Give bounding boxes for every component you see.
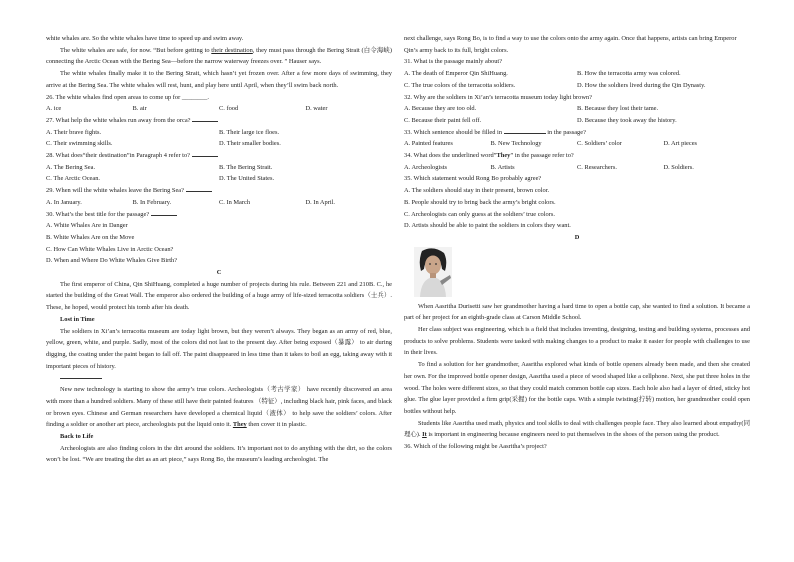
answer-blank[interactable] bbox=[504, 127, 546, 134]
left-column bbox=[46, 33, 392, 466]
question-28: 28. What does“their destination”in Paragraph 4 refer to? bbox=[46, 150, 392, 162]
options-26 bbox=[46, 103, 392, 115]
question-31: 31. What is the passage mainly about? bbox=[404, 58, 503, 66]
option[interactable]: A. Because they are too old. bbox=[404, 105, 477, 113]
option[interactable]: B. People should try to bring back the army’s bright colors. bbox=[404, 198, 556, 206]
options-27 bbox=[46, 138, 392, 150]
option[interactable]: B. Artists bbox=[490, 163, 515, 171]
option[interactable]: A. Painted features bbox=[404, 140, 453, 148]
underlined-word: They bbox=[232, 421, 247, 429]
options-28 bbox=[46, 173, 392, 185]
option[interactable]: C. Archeologists can only guess at the soldiers’ true colors. bbox=[404, 210, 555, 218]
option[interactable]: C. Soldiers’ color bbox=[577, 140, 622, 148]
option[interactable]: C. The Arctic Ocean. bbox=[46, 175, 101, 183]
option[interactable]: B. White Whales Are on the Move bbox=[46, 233, 135, 241]
answer-blank[interactable] bbox=[186, 185, 212, 192]
section-heading-d: D bbox=[574, 233, 580, 241]
option[interactable]: C. In March bbox=[219, 198, 251, 206]
options-32 bbox=[404, 115, 750, 127]
option[interactable]: A. The death of Emperor Qin ShiHuang. bbox=[404, 70, 508, 78]
option[interactable]: D. In April. bbox=[305, 198, 335, 206]
option[interactable]: D. The United States. bbox=[219, 175, 275, 183]
option[interactable]: B. How the terracotta army was colored. bbox=[577, 70, 681, 78]
question-34: 34. What does the underlined word”They” in the passage refer to? bbox=[404, 152, 574, 160]
question-26: 26. The white whales find open areas to come up for ________. bbox=[46, 93, 209, 101]
option[interactable]: B. Their large ice floes. bbox=[219, 128, 280, 136]
options-34 bbox=[404, 162, 750, 174]
options-28 bbox=[46, 162, 392, 174]
answer-blank[interactable] bbox=[151, 209, 177, 216]
question-30: 30. What’s the best title for the passage? bbox=[46, 209, 392, 221]
student-photo bbox=[414, 247, 452, 297]
option[interactable]: D. Art pieces bbox=[663, 140, 698, 148]
option[interactable]: D. Artists should be able to paint the soldiers in colors they want. bbox=[404, 222, 571, 230]
option[interactable]: A. The Bering Sea. bbox=[46, 163, 96, 171]
paragraph: New new technology is starting to show the army’s true colors. Archeologists（考古学家） have recently discovered an area with more than a hundred soldiers. Many of these still have their painted features （特征）, including black hair, pink faces, and black or brown eyes. Chinese and German researchers have developed a chemical liquid（液体） to help save the soldiers’ colors. After finding a soldier or another art piece, archeologists put the liquid onto it. They then cover it in plastic. bbox=[46, 386, 392, 429]
option[interactable]: C. Their swimming skills. bbox=[46, 140, 113, 148]
option[interactable]: C. Researchers. bbox=[577, 163, 617, 171]
option[interactable]: A. Archeologists bbox=[404, 163, 447, 171]
paragraph: The white whales finally make it to the Bering Strait, which hasn’t yet frozen over. After a few more days of swimming, they arrive at the Bering Sea. The white whales will rest, hunt, and play here until April, when they’ll swim back north. bbox=[46, 70, 392, 89]
option[interactable]: B. In February. bbox=[132, 198, 172, 206]
paragraph: Her class subject was engineering, which is a field that includes inventing, designing, testing and building systems, processes and products to solve problems. Students were tasked with making changes to a product to make it easier for people with challenges to use in their lives. bbox=[404, 326, 750, 357]
question-27: 27. What help the white whales run away from the orca? bbox=[46, 115, 392, 127]
right-column bbox=[404, 33, 750, 453]
option[interactable]: D. When and Where Do White Whales Give Birth? bbox=[46, 257, 178, 265]
option[interactable]: D. water bbox=[305, 105, 328, 113]
option[interactable]: C. Because their paint fell off. bbox=[404, 116, 482, 124]
options-29 bbox=[46, 197, 392, 209]
paragraph: Archeologists are also finding colors in the dirt around the soldiers. It’s important not to do anything with the dirt, so the colors won’t be lost. “We are treating the dirt as an art piece,” says Rong Bo, the museum’s leading archeologist. The bbox=[46, 444, 392, 464]
answer-blank[interactable] bbox=[192, 150, 218, 157]
option[interactable]: B. The Bering Strait. bbox=[219, 163, 273, 171]
paragraph: The white whales are safe, for now. “But before getting to their destination, they must pass through the Bering Strait (白令海峡) connecting the Arctic Ocean with the Bering Sea—before the narrow waterway freezes over. ” Hauser says. bbox=[46, 46, 392, 66]
option[interactable]: C. How Can White Whales Live in Arctic Ocean? bbox=[46, 245, 174, 253]
option[interactable]: A. White Whales Are in Danger bbox=[46, 222, 128, 230]
paragraph: Students like Aasritha used math, physics and tool skills to deal with challenges people face. They also learned about empathy(同理心). It is important in engineering because engineers need to put themselves in the shoes of the person using the product. bbox=[404, 419, 750, 439]
option[interactable]: A. ice bbox=[46, 105, 62, 113]
underlined-phrase: their destination bbox=[211, 46, 253, 54]
option[interactable]: B. air bbox=[132, 105, 147, 113]
answer-blank-line[interactable] bbox=[46, 372, 392, 384]
options-33 bbox=[404, 138, 750, 150]
paragraph: next challenge, says Rong Bo, is to find a way to use the colors onto the army again. Once that happens, artists can bring Emperor Qin’s army back to its full, bright colors. bbox=[404, 35, 737, 54]
option[interactable]: A. The soldiers should stay in their present, brown color. bbox=[404, 187, 550, 195]
paragraph: The first emperor of China, Qin ShiHuang, completed a huge number of projects during his rule. Between 221 and 210B. C., he started the building of the Great Wall. The emperor also ordered the building of a huge army of life-sized terracotta soldiers（士兵）. These, he hoped, would protect his tomb after his death. bbox=[46, 280, 392, 312]
answer-blank[interactable] bbox=[192, 115, 218, 122]
option[interactable]: A. Their brave fights. bbox=[46, 128, 102, 136]
paragraph: To find a solution for her grandmother, Aasritha explored what kinds of bottle openers already been made, and then she created her own. For the improved bottle opener design, Aasritha used a piece of wood shaped like a cellphone. Next, she put three holes in the wood. The holes were different sizes, so that they could match common bottle cap sizes. Each hole also had a layer of dried, sticky hot glue. The glue layer provided a firm grip(采握) for the bottle caps. With a simple twisting(拧转) motion, her grandmother could open bottles without help. bbox=[404, 361, 750, 415]
text-line: white whales are. So the white whales have time to speed up and swim away. bbox=[46, 35, 244, 42]
option[interactable]: C. The true colors of the terracotta soldiers. bbox=[404, 81, 516, 89]
option[interactable]: B. New Technology bbox=[490, 140, 542, 148]
underlined-word: It bbox=[422, 431, 427, 439]
option[interactable]: D. Soldiers. bbox=[663, 163, 694, 171]
option[interactable]: C. food bbox=[219, 105, 239, 113]
paragraph: The soldiers in Xi’an’s terracotta museum are today light brown, but they weren’t always. They began as an army of red, blue, yellow, green, white, and purple. Sadly, most of the colors did not last to the present day. After being exposed（暴露） to air during digging, the coating under the paint began to fall off. The paint disappeared in less time than it takes to boil an egg, taking away with it important pieces of history. bbox=[46, 327, 392, 370]
options-27 bbox=[46, 127, 392, 139]
question-29: 29. When will the white whales leave the Bering Sea? bbox=[46, 185, 392, 197]
subheading: Lost in Time bbox=[60, 315, 95, 323]
option[interactable]: D. Because they took away the history. bbox=[577, 116, 677, 124]
section-heading-c: C bbox=[216, 269, 222, 277]
options-31 bbox=[404, 80, 750, 92]
question-32: 32. Why are the soldiers in Xi’an’s terracotta museum today light brown? bbox=[404, 93, 593, 101]
option[interactable]: D. Their smaller bodies. bbox=[219, 140, 281, 148]
subheading: Back to Life bbox=[60, 432, 94, 440]
options-32 bbox=[404, 103, 750, 115]
paragraph: When Aasritha Durisetti saw her grandmother having a hard time to open a bottle cap, she wanted to find a solution. It became a part of her project for an eighth-grade class at Carson Middle School. bbox=[404, 302, 750, 322]
question-35: 35. Which statement would Rong Bo probably agree? bbox=[404, 175, 542, 183]
option[interactable]: A. In January. bbox=[46, 198, 82, 206]
question-36: 36. Which of the following might be Aasritha’s project? bbox=[404, 443, 547, 451]
option[interactable]: D. How the soldiers lived during the Qin Dynasty. bbox=[577, 81, 706, 89]
question-33: 33. Which sentence should be filled in in the passage? bbox=[404, 128, 586, 136]
option[interactable]: B. Because they lost their tame. bbox=[577, 105, 659, 113]
options-31 bbox=[404, 68, 750, 80]
